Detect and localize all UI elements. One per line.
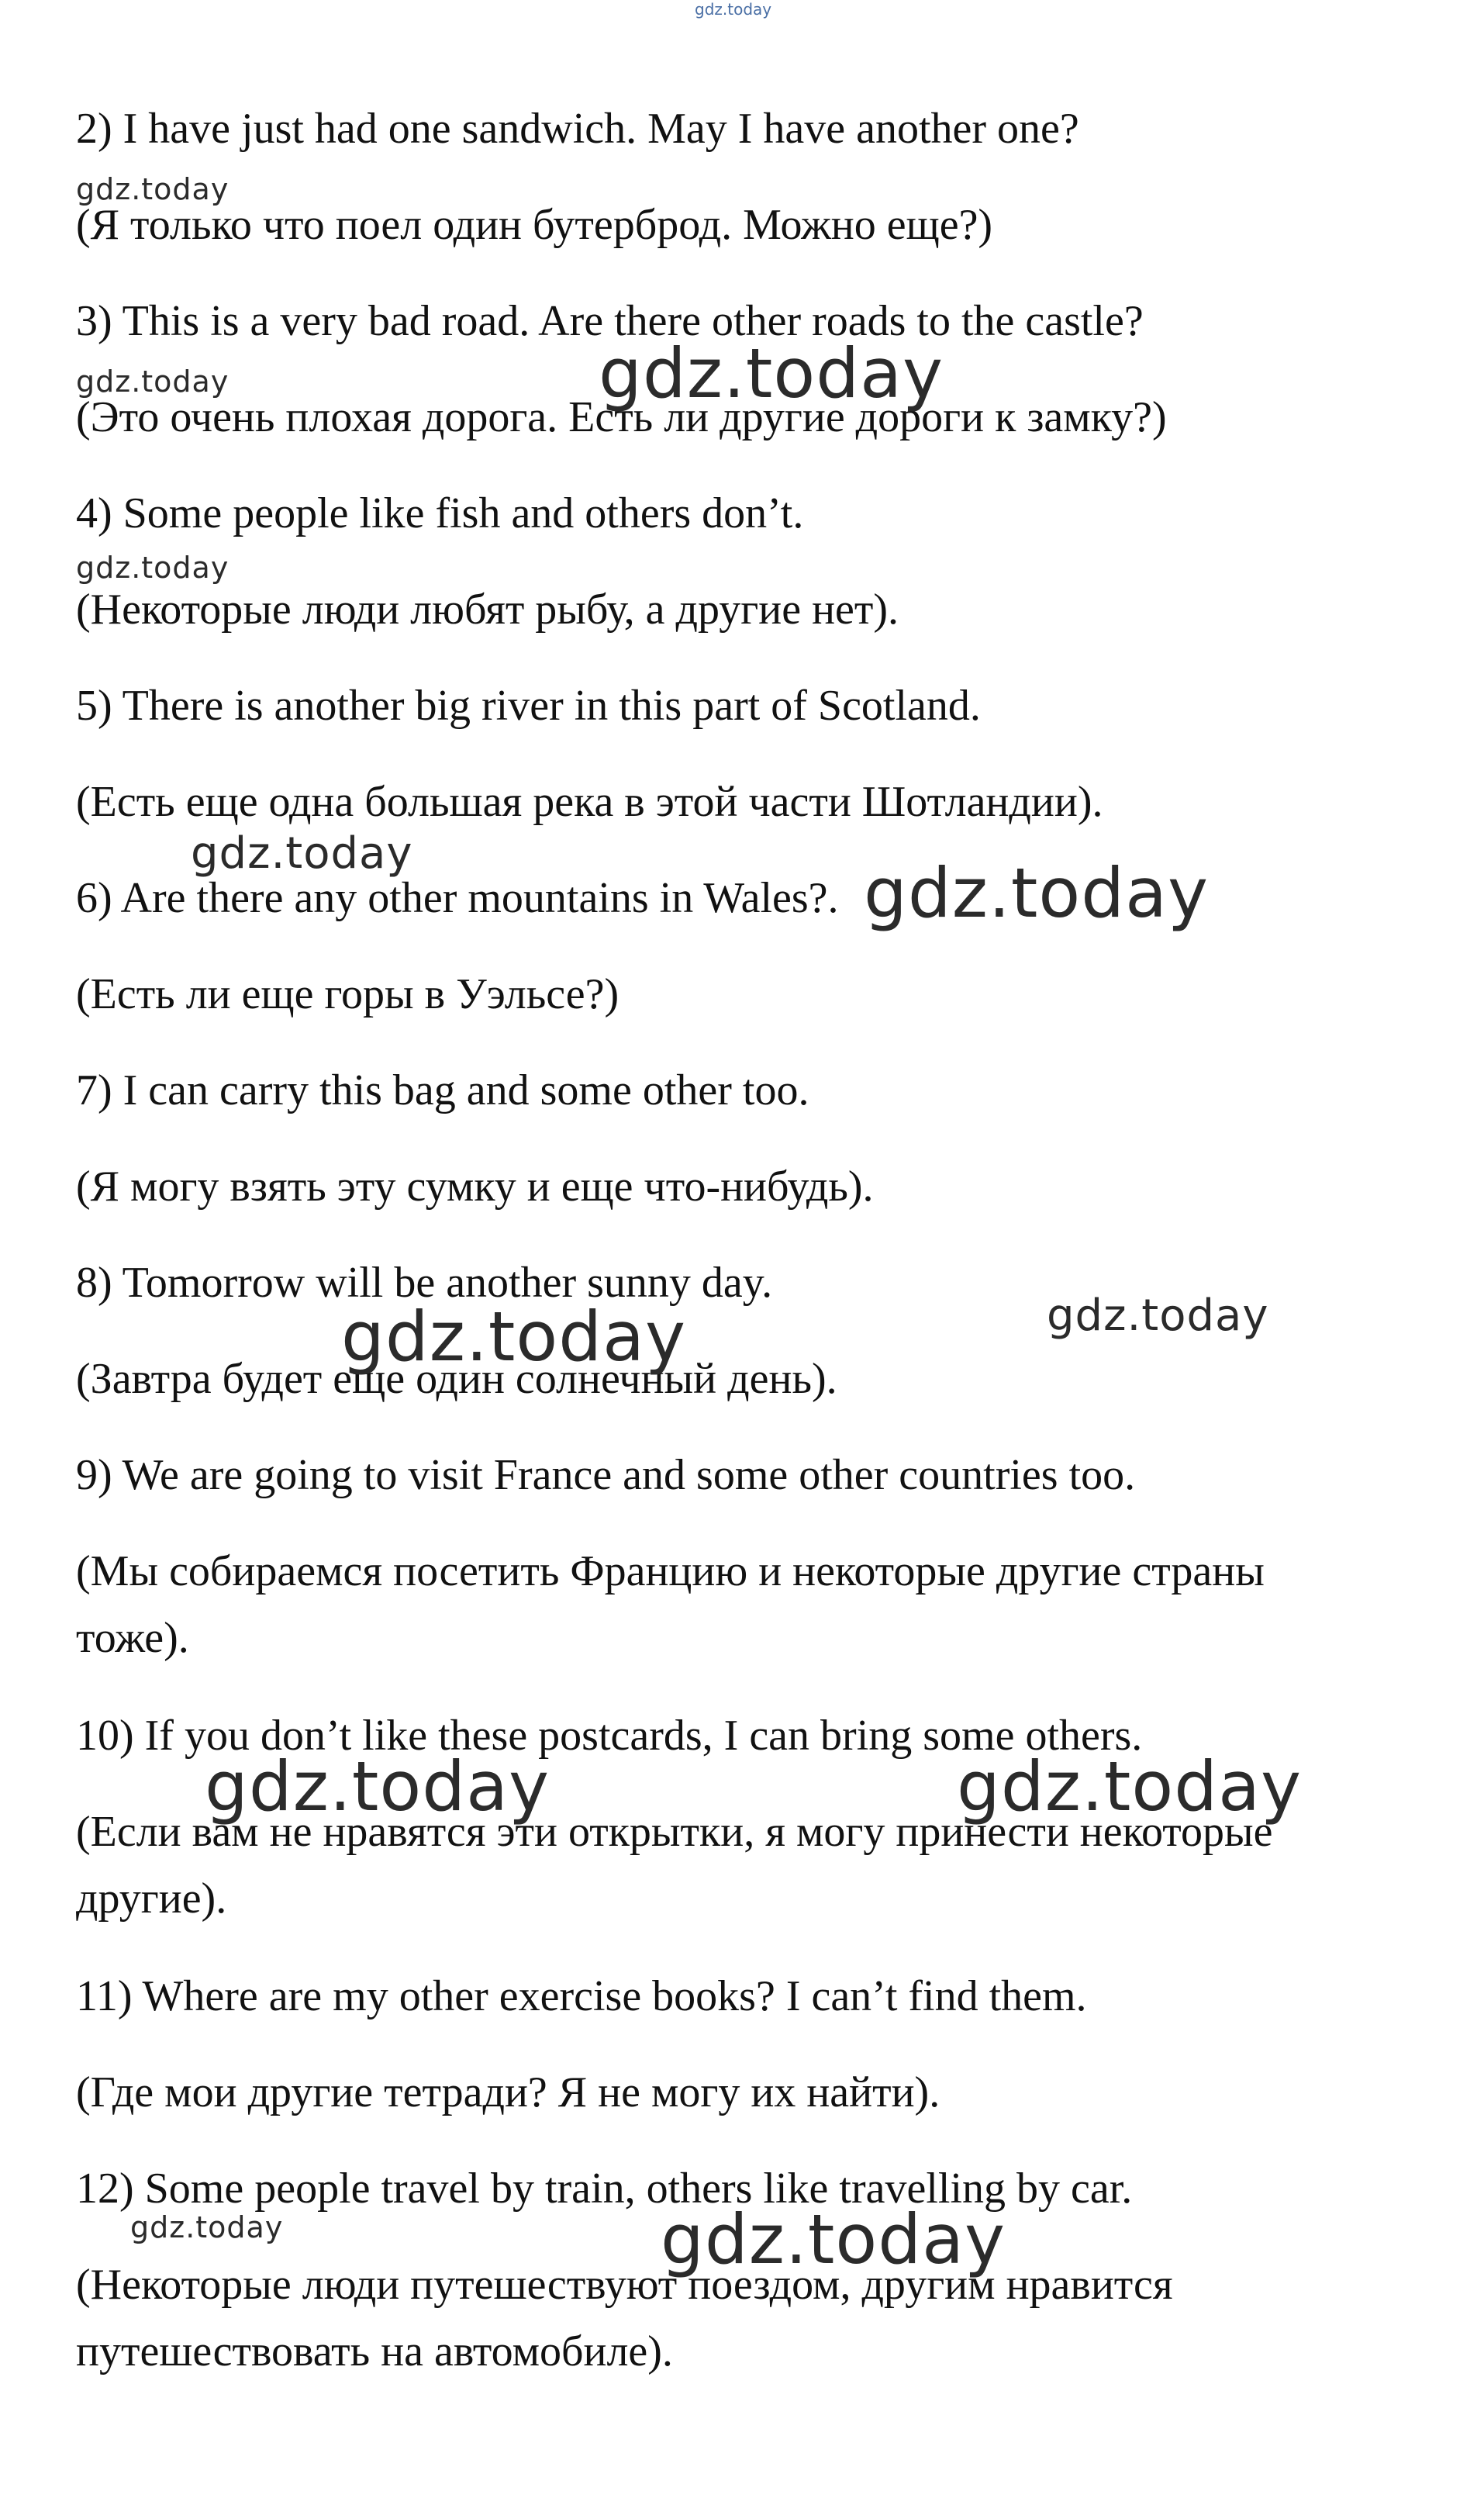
sentence-10-russian: (Если вам не нравятся эти открытки, я могу принести некоторые: [76, 1808, 1273, 1856]
sentence-12-english: 12) Some people travel by train, others like travelling by car.: [76, 2165, 1133, 2213]
watermark-logo: gdz.today: [76, 551, 230, 585]
watermark-logo: gdz.today: [695, 0, 772, 19]
sentence-4-english: 4) Some people like fish and others don’t.: [76, 489, 804, 537]
sentence-3-russian: (Это очень плохая дорога. Есть ли другие дороги к замку?): [76, 393, 1167, 441]
sentence-2-russian: (Я только что поел один бутерброд. Можно еще?): [76, 201, 993, 249]
watermark-logo: gdz.today: [661, 2199, 1006, 2279]
watermark-logo: gdz.today: [864, 853, 1210, 933]
sentence-6-english: 6) Are there any other mountains in Wales?.: [76, 874, 839, 922]
sentence-10-russian-cont: другие).: [76, 1874, 227, 1923]
sentence-12-russian-cont: путешествовать на автомобиле).: [76, 2327, 673, 2375]
sentence-12-russian: (Некоторые люди путешествуют поездом, другим нравится: [76, 2261, 1173, 2309]
sentence-11-russian: (Где мои другие тетради? Я не могу их найти).: [76, 2068, 940, 2116]
sentence-11-english: 11) Where are my other exercise books? I can’t find them.: [76, 1972, 1087, 2020]
watermark-logo: gdz.today: [957, 1747, 1303, 1826]
watermark-logo: gdz.today: [1047, 1291, 1269, 1341]
sentence-3-english: 3) This is a very bad road. Are there other roads to the castle?: [76, 297, 1144, 345]
sentence-4-russian: (Некоторые люди любят рыбу, а другие нет).: [76, 586, 899, 634]
sentence-7-russian: (Я могу взять эту сумку и еще что-нибудь).: [76, 1163, 874, 1211]
sentence-5-russian: (Есть еще одна большая река в этой части Шотландии).: [76, 778, 1103, 826]
sentence-8-russian: (Завтра будет еще один солнечный день).: [76, 1355, 837, 1403]
watermark-logo: gdz.today: [76, 365, 230, 399]
sentence-9-english: 9) We are going to visit France and some other countries too.: [76, 1451, 1136, 1499]
watermark-logo: gdz.today: [191, 828, 413, 879]
sentence-9-russian: (Мы собираемся посетить Францию и некоторые другие страны: [76, 1547, 1265, 1595]
watermark-logo: gdz.today: [341, 1297, 687, 1377]
sentence-5-english: 5) There is another big river in this part of Scotland.: [76, 682, 981, 730]
sentence-7-english: 7) I can carry this bag and some other too.: [76, 1066, 809, 1114]
watermark-logo: gdz.today: [130, 2210, 284, 2244]
sentence-6-russian: (Есть ли еще горы в Уэльсе?): [76, 970, 619, 1018]
watermark-logo: gdz.today: [205, 1747, 550, 1826]
watermark-logo: gdz.today: [599, 333, 944, 413]
watermark-logo: gdz.today: [76, 172, 230, 206]
sentence-10-english: 10) If you don’t like these postcards, I can bring some others.: [76, 1712, 1143, 1760]
sentence-2-english: 2) I have just had one sandwich. May I have another one?: [76, 105, 1079, 153]
sentence-9-russian-cont: тоже).: [76, 1614, 189, 1662]
sentence-8-english: 8) Tomorrow will be another sunny day.: [76, 1259, 773, 1307]
